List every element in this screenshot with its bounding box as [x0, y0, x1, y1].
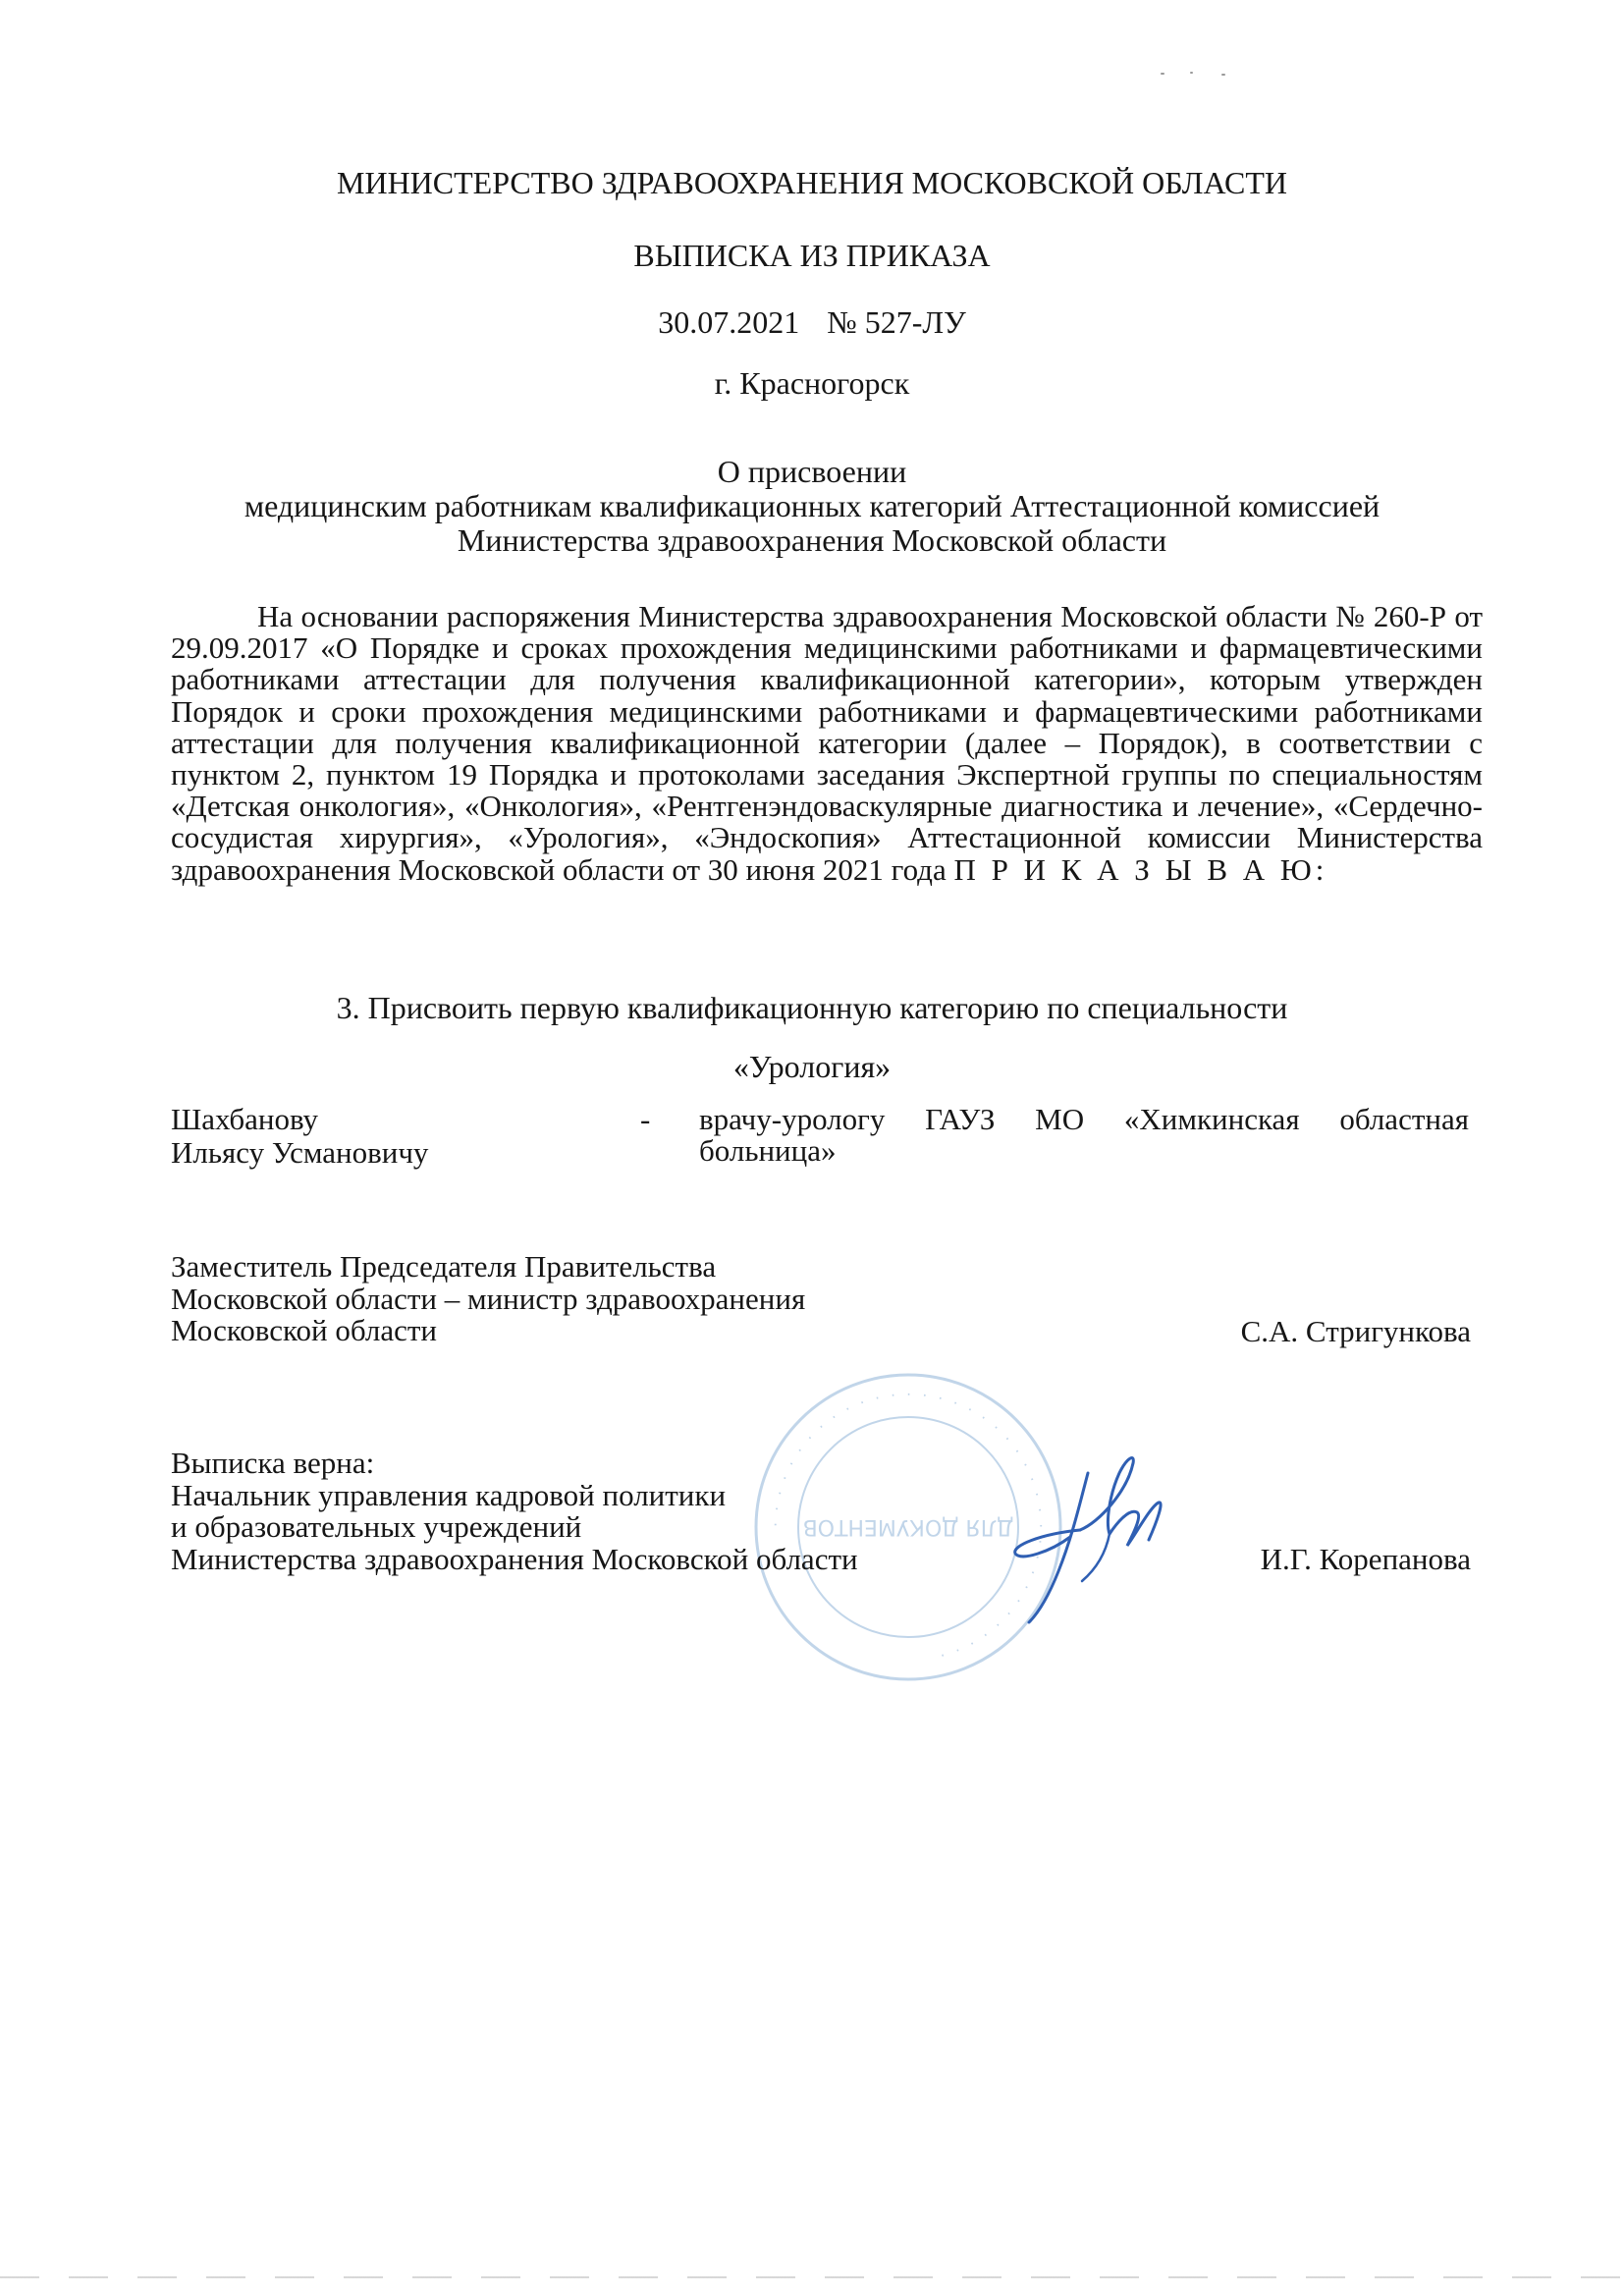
ministry-title: МИНИСТЕРСТВО ЗДРАВООХРАНЕНИЯ МОСКОВСКОЙ ОБЛАСТИ — [337, 165, 1287, 200]
subject-line-3: Министерства здравоохранения Московской области — [457, 522, 1167, 558]
handwritten-signature-icon — [1011, 1444, 1178, 1630]
order-city: г. Красногорск — [714, 365, 910, 401]
scan-speck — [1221, 74, 1225, 76]
order-number: № 527-ЛУ — [827, 304, 966, 340]
certification-line-1: Выписка верна: — [171, 1446, 375, 1480]
scan-edge-divider — [0, 2276, 1624, 2278]
signatory-title-line-1: Заместитель Председателя Правительства — [171, 1249, 717, 1284]
order-date: 30.07.2021 — [658, 304, 800, 340]
certification-line-3: и образовательных учреждений — [171, 1509, 582, 1544]
subject-line-1: О присвоении — [717, 454, 907, 489]
body-paragraph-text: На основании распоряжения Министерства здравоохранения Московской области № 260-Р от 29.09.2017 «О Порядке и сроках прохождения медицинскими работниками и фармацевтическими работниками аттестации для получения квалификационной категории», которым утвержден Порядок и сроки прохождения медицинскими работниками и фармацевтическими работниками аттестации для получения квалификационной категории (далее – Порядок), в соответствии с пунктом 2, пунктом 19 Порядка и протоколами заседания Экспертной группы по специальностям «Детская онкология», «Онкология», «Рентгенэндоваскулярные диагностика и лечение», «Сердечно-сосудистая хирургия», «Урология», «Эндоскопия» Аттестационной комиссии Министерства здравоохранения Московской области от 30 июня 2021 года — [171, 599, 1483, 887]
certifier-name: И.Г. Корепанова — [1260, 1542, 1471, 1576]
certification-line-2: Начальник управления кадровой политики — [171, 1477, 727, 1512]
svg-text:· · · · · · · · · · · · · · ·: · · · · · · · · · · · · · · · · · · · · · · · · · · · · · · · · · · · · · · — [766, 1385, 1051, 1666]
assignee-given-names: Ильясу Усмановичу — [171, 1135, 429, 1170]
signatory-title-line-2: Московской области – министр здравоохранения — [171, 1281, 806, 1316]
signatory-block — [171, 1251, 805, 1347]
scan-speck — [1161, 73, 1164, 75]
order-item-3: 3. Присвоить первую квалификационную категорию по специальности — [336, 990, 1288, 1025]
assignee-position: врачу-урологу ГАУЗ МО «Химкинская областная больница» — [699, 1102, 1469, 1168]
assignee-surname: Шахбанову — [171, 1102, 319, 1136]
assignee-dash: - — [640, 1102, 651, 1136]
order-word: П Р И К А З Ы В А Ю: — [953, 851, 1328, 887]
body-paragraph — [171, 601, 1483, 886]
signatory-title-line-3: Московской области — [171, 1313, 437, 1347]
stamp-text: ДЛЯ ДОКУМЕНТОВ — [802, 1514, 1014, 1539]
subject-line-2: медицинским работникам квалификационных категорий Аттестационной комиссией — [244, 488, 1380, 523]
document-type-title: ВЫПИСКА ИЗ ПРИКАЗА — [633, 238, 991, 273]
signatory-name: С.А. Стригункова — [1240, 1314, 1471, 1348]
order-date-number-row — [0, 304, 1624, 340]
certification-line-4: Министерства здравоохранения Московской области — [171, 1541, 858, 1576]
specialty-name: «Урология» — [732, 1049, 892, 1084]
certification-block — [171, 1448, 858, 1575]
scan-speck — [1190, 72, 1193, 74]
